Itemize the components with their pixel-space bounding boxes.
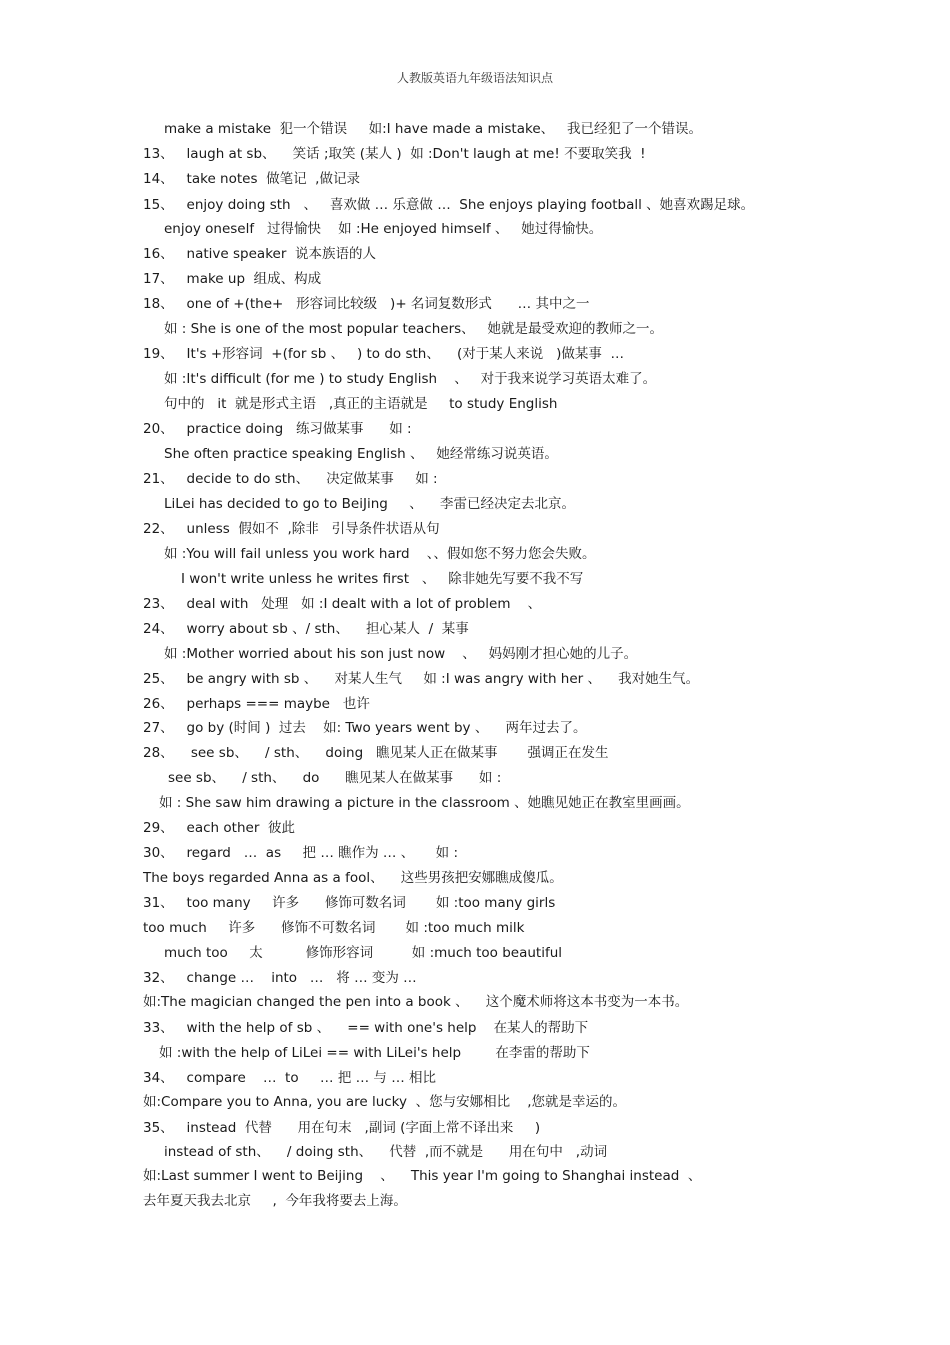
text-line: instead of sth、 / doing sth、 代替 ,而不就是 用在句中 ,动词: [164, 1144, 608, 1160]
text-line: 22、 unless 假如不 ,除非 引导条件状语从句: [143, 521, 440, 537]
text-line: LiLei has decided to go to BeiJing 、 李雷已经决定去北京。: [164, 496, 575, 512]
text-line: 如 :You will fail unless you work hard 、、假如您不努力您会失败。: [164, 546, 596, 562]
text-line: make a mistake 犯一个错误 如:I have made a mistake、 我已经犯了一个错误。: [164, 121, 703, 137]
text-line: 25、 be angry with sb 、 对某人生气 如 :I was angry with her 、 我对她生气。: [143, 671, 700, 687]
text-line: 如 :Mother worried about his son just now 、 妈妈刚才担心她的儿子。: [164, 646, 638, 662]
text-line: 23、 deal with 处理 如 :I dealt with a lot of problem 、: [143, 596, 542, 612]
page-header-title: 人教版英语九年级语法知识点: [396, 71, 553, 85]
text-line: 34、 compare … to … 把 … 与 … 相比: [143, 1070, 436, 1086]
text-line: I won't write unless he writes first 、 除非她先写要不我不写: [181, 571, 584, 587]
text-line: 28、 see sb、 / sth、 doing 瞧见某人正在做某事 强调正在发生: [143, 745, 609, 761]
text-line: She often practice speaking English 、 她经常练习说英语。: [164, 446, 558, 462]
text-line: 19、 It's +形容词 +(for sb 、 ) to do sth、 (对于某人来说 )做某事 …: [143, 346, 625, 362]
text-line: 30、 regard … as 把 … 瞧作为 … 、 如 :: [143, 845, 459, 861]
text-line: enjoy oneself 过得愉快 如 :He enjoyed himself 、 她过得愉快。: [164, 221, 603, 237]
text-line: 33、 with the help of sb 、 == with one's help 在某人的帮助下: [143, 1020, 589, 1036]
text-line: 15、 enjoy doing sth 、 喜欢做 … 乐意做 … She enjoys playing football 、她喜欢踢足球。: [143, 197, 755, 213]
text-line: 如 :with the help of LiLei == with LiLei's help 在李雷的帮助下: [159, 1045, 590, 1061]
text-line: 如 : She saw him drawing a picture in the classroom 、她瞧见她正在教室里画画。: [159, 795, 690, 811]
text-line: 句中的 it 就是形式主语 ,真正的主语就是 to study English: [164, 396, 558, 412]
text-line: The boys regarded Anna as a fool、 这些男孩把安娜瞧成傻瓜。: [143, 870, 563, 886]
text-line: 24、 worry about sb 、/ sth、 担心某人 / 某事: [143, 621, 469, 637]
text-line: 31、 too many 许多 修饰可数名词 如 :too many girls: [143, 895, 556, 911]
text-line: 如 : She is one of the most popular teachers、 她就是最受欢迎的教师之一。: [164, 321, 664, 337]
text-line: 29、 each other 彼此: [143, 820, 295, 836]
text-line: 18、 one of +(the+ 形容词比较级 )+ 名词复数形式 … 其中之一: [143, 296, 590, 312]
text-line: 17、 make up 组成、构成: [143, 271, 322, 287]
text-line: 如:The magician changed the pen into a book 、 这个魔术师将这本书变为一本书。: [143, 994, 689, 1010]
text-line: 如 :It's difficult (for me ) to study English 、 对于我来说学习英语太难了。: [164, 371, 657, 387]
text-line: 16、 native speaker 说本族语的人: [143, 246, 376, 262]
text-line: 13、 laugh at sb、 笑话 ;取笑 (某人 ) 如 :Don't laugh at me! 不要取笑我 !: [143, 146, 646, 162]
text-line: 26、 perhaps === maybe 也许: [143, 696, 370, 712]
text-line: 27、 go by (时间 ) 过去 如: Two years went by 、 两年过去了。: [143, 720, 587, 736]
text-line: much too 太 修饰形容词 如 :much too beautiful: [164, 945, 563, 961]
text-line: 14、 take notes 做笔记 ,做记录: [143, 171, 360, 187]
text-line: 35、 instead 代替 用在句末 ,副词 (字面上常不译出来 ): [143, 1120, 541, 1136]
text-line: 20、 practice doing 练习做某事 如 :: [143, 421, 412, 437]
text-line: too much 许多 修饰不可数名词 如 :too much milk: [143, 920, 525, 936]
text-line: 如:Compare you to Anna, you are lucky 、您与安娜相比 ,您就是幸运的。: [143, 1094, 627, 1110]
text-line: 去年夏天我去北京 , 今年我将要去上海。: [143, 1193, 407, 1209]
text-line: 21、 decide to do sth、 决定做某事 如 :: [143, 471, 438, 487]
text-line: 如:Last summer I went to Beijing 、 This year I'm going to Shanghai instead 、: [143, 1168, 702, 1184]
text-line: see sb、 / sth、 do 瞧见某人在做某事 如 :: [168, 770, 502, 786]
text-line: 32、 change … into … 将 … 变为 …: [143, 970, 417, 986]
